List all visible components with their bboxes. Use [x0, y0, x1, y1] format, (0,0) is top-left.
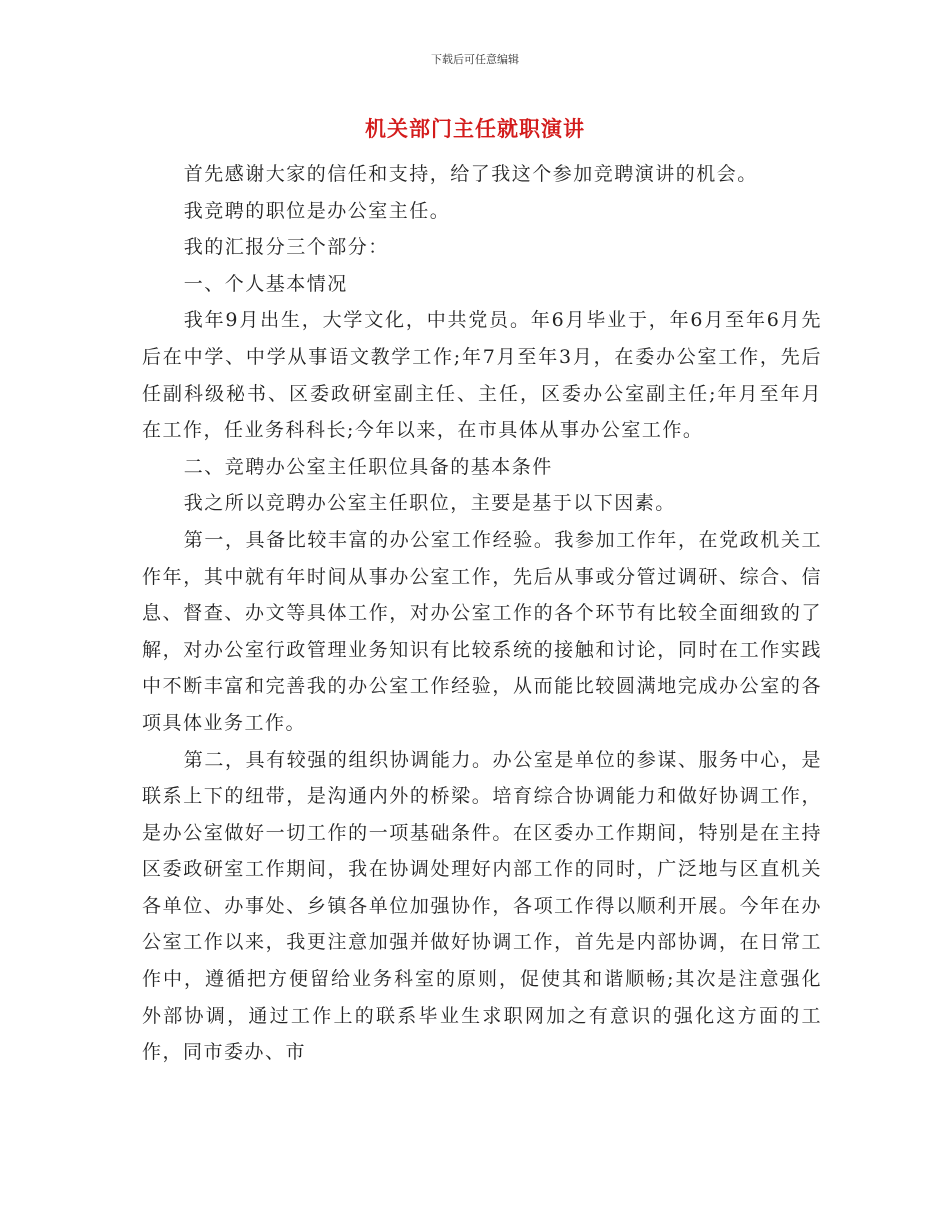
paragraph-reasons: 我之所以竞聘办公室主任职位，主要是基于以下因素。 [183, 492, 676, 515]
header-note: 下载后可任意编辑 [431, 53, 519, 66]
paragraph-intro: 首先感谢大家的信任和支持，给了我这个参加竞聘演讲的机会。 [183, 163, 758, 185]
document-title: 机关部门主任就职演讲 [365, 116, 585, 141]
section-heading-1: 一、个人基本情况 [183, 272, 348, 295]
paragraph-coordination: 第二，具有较强的组织协调能力。办公室是单位的参谋、服务中心，是联系上下的纽带，是沟通内外的桥梁。培育综合协调能力和做好协调工作，是办公室做好一切工作的一项基础条件。在区委办工作期间，特别是在主持区委政研室工作期间，我在协调处理好内部工作的同时，广泛地与区直机关各单位、办事处、乡镇各单位加强协作，各项工作得以顺利开展。今年在办公室工作以来，我更注意加强并做好协调工作，首先是内部协调，在日常工作中，遵循把方便留给业务科室的原则，促使其和谐顺畅;其次是注意强化外部协调，通过工作上的联系毕业生求职网加之有意识的强化这方面的工作，同市委办、市 [142, 748, 822, 1064]
document-body [142, 156, 822, 1071]
paragraph-outline: 我的汇报分三个部分： [183, 236, 389, 259]
paragraph-background: 我年9月出生，大学文化，中共党员。年6月毕业于，年6月至年6月先后在中学、中学从事语文教学工作;年7月至年3月，在委办公室工作，先后任副科级秘书、区委政研室副主任、主任，区委办公室副主任;年月至年月在工作，任业务科科长;今年以来，在市具体从事办公室工作。 [142, 309, 822, 442]
section-heading-2: 二、竞聘办公室主任职位具备的基本条件 [183, 455, 553, 478]
paragraph-position: 我竞聘的职位是办公室主任。 [183, 199, 451, 222]
paragraph-experience: 第一，具备比较丰富的办公室工作经验。我参加工作年，在党政机关工作年，其中就有年时间从事办公室工作，先后从事或分管过调研、综合、信息、督查、办文等具体工作，对办公室工作的各个环节有比较全面细致的了解，对办公室行政管理业务知识有比较系统的接触和讨论，同时在工作实践中不断丰富和完善我的办公室工作经验，从而能比较圆满地完成办公室的各项具体业务工作。 [142, 528, 822, 734]
